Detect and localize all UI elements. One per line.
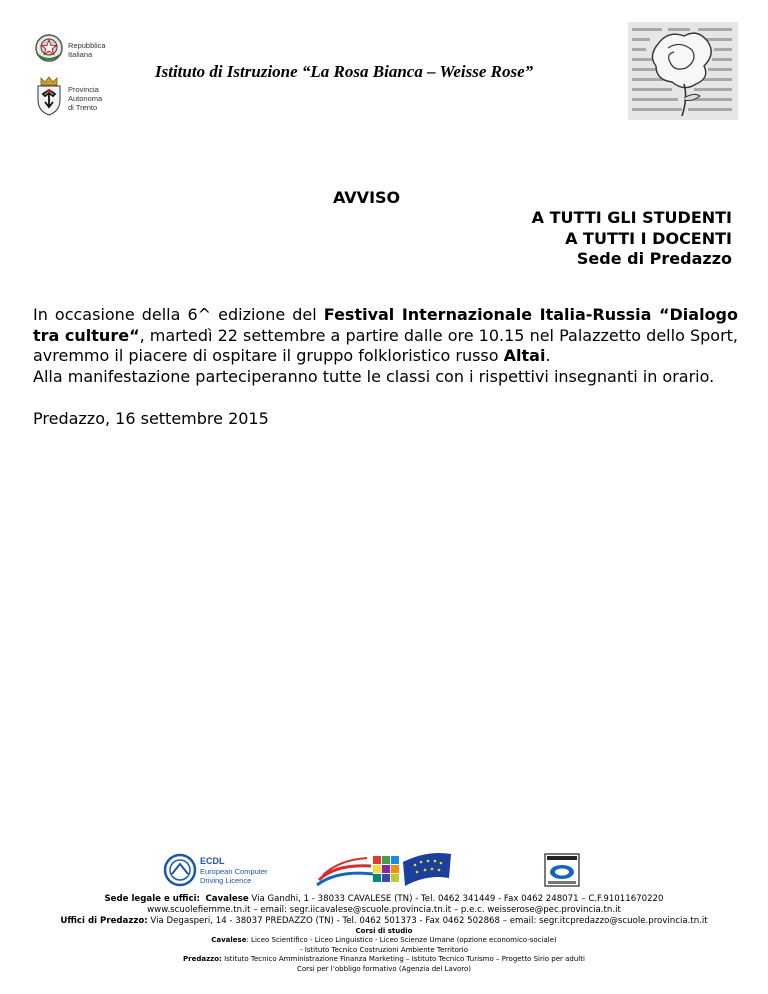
courses-cavalese: Cavalese: Liceo Scientifico - Liceo Linguistico - Liceo Scienze Umane (opzione economico-sociale) <box>211 936 557 945</box>
school-title: Istituto di Istruzione “La Rosa Bianca – Weisse Rose” <box>155 62 534 81</box>
notice-title: AVVISO <box>333 188 401 207</box>
regional-logo <box>315 854 375 888</box>
notice-date: Predazzo, 16 settembre 2015 <box>33 409 269 428</box>
courses-cavalese-2: - Istituto Tecnico Costruzioni Ambiente Territorio <box>299 945 469 954</box>
footer-line-2: www.scuolefiemme.tn.it – email: segr.iicavalese@scuole.provincia.tn.it – p.e.c. weisserose@pec.provincia.tn.it <box>147 905 621 915</box>
recipient-teachers: A TUTTI I DOCENTI <box>565 228 732 248</box>
italian-republic-emblem <box>34 33 64 63</box>
footer-line-1: Sede legale e uffici: Cavalese Via Gandhi, 1 - 38033 CAVALESE (TN) - Tel. 0462 341449 - Fax 0462 248071 – C.F.91011670220 <box>104 894 664 904</box>
body-line-2: tra culture“, martedì 22 settembre a partire dalle ore 10.15 nel Palazzetto dello Sport, <box>33 325 739 345</box>
province-label: Provincia Autonoma di Trento <box>68 85 103 112</box>
eu-flag-logo <box>401 850 453 888</box>
ecdl-line3: Driving Licence <box>200 876 252 885</box>
group-name: Altai <box>503 346 546 365</box>
certification-logo <box>544 853 580 887</box>
footer-contacts <box>0 894 768 927</box>
courses-title: Corsi di studio <box>355 927 413 935</box>
ecdl-logo <box>158 852 278 888</box>
recipient-site: Sede di Predazzo <box>576 249 732 268</box>
body-line-4: Alla manifestazione parteciperanno tutte le classi con i rispettivi insegnanti in orario. <box>33 366 715 386</box>
footer-line-3: Uffici di Predazzo: Via Degasperi, 14 - 38037 PREDAZZO (TN) - Tel. 0462 501373 - Fax 0462 502868 – email: segr.itcpredazzo@scuole.provincia.tn.it <box>60 916 708 926</box>
body-line-1: In occasione della 6^ edizione del Festival Internazionale Italia-Russia “Dialogo <box>33 305 739 324</box>
footer-logos <box>0 850 768 890</box>
festival-name: Festival Internazionale Italia-Russia “Dialogo <box>323 305 739 324</box>
white-rose-logo <box>628 22 738 120</box>
recipients-block <box>532 208 732 270</box>
republic-label: Repubblica Italiana <box>68 41 106 59</box>
courses-predazzo: Predazzo: Istituto Tecnico Amministrazione Finanza Marketing – Istituto Tecnico Turismo – Progetto Sirio per adulti <box>183 955 585 964</box>
notice-body <box>33 305 738 387</box>
courses-last-line: Corsi per l’obbligo formativo (Agenzia del Lavoro) <box>297 964 471 973</box>
pon-cubes-logo <box>372 855 400 885</box>
ecdl-line2: European Computer <box>200 867 268 876</box>
festival-name-end: tra culture“ <box>33 325 140 345</box>
body-line-3: avremmo il piacere di ospitare il gruppo folkloristico russo Altai. <box>33 346 551 365</box>
footer-courses <box>0 927 768 974</box>
recipient-students: A TUTTI GLI STUDENTI <box>531 208 732 227</box>
trento-province-emblem <box>35 76 63 116</box>
ecdl-title: ECDL <box>200 856 225 866</box>
